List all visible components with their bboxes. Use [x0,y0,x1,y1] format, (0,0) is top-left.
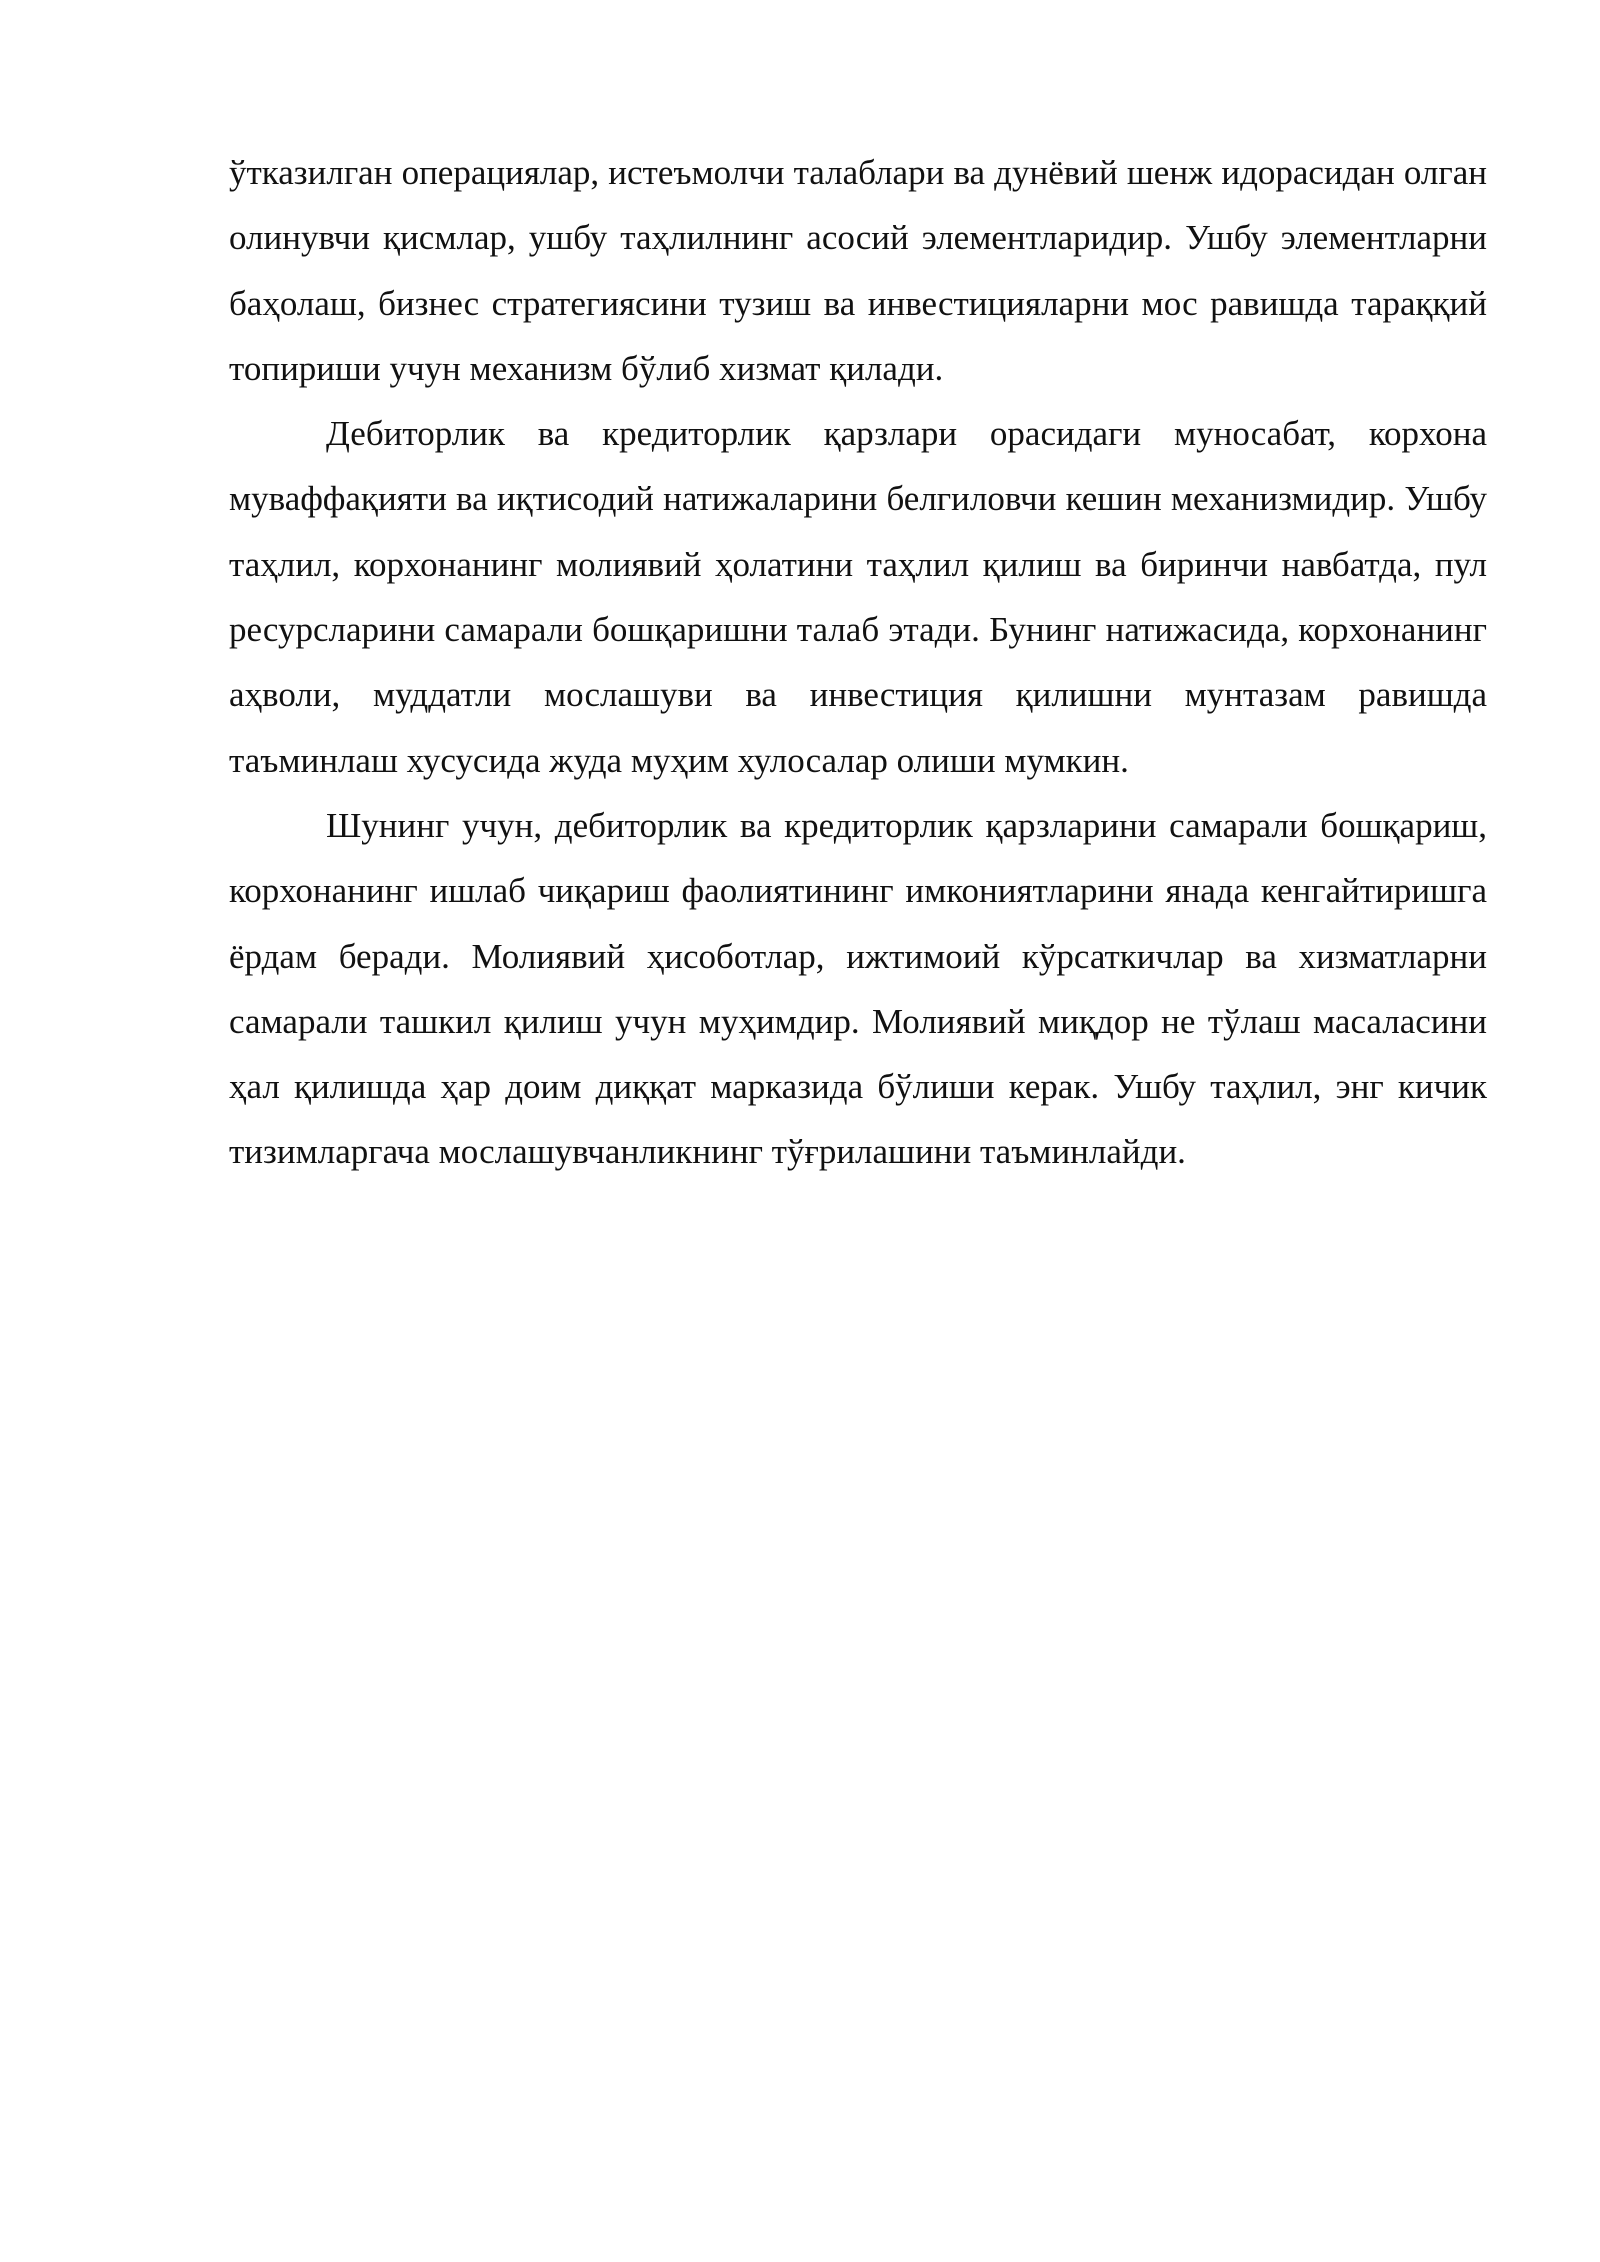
paragraph-3: Шунинг учун, дебиторлик ва кредиторлик қарзларини самарали бошқариш, корхонанинг ишлаб чиқариш фаолиятининг имкониятларини янада кенгайтиришга ёрдам беради. Молиявий ҳисоботлар, ижтимоий кўрсаткичлар ва хизматларни самарали ташкил қилиш учун муҳимдир. Молиявий миқдор не тўлаш масаласини ҳал қилишда ҳар доим диққат марказида бўлиши керак. Ушбу таҳлил, энг кичик тизимларгача мослашувчанликнинг тўғрилашини таъминлайди. [229,805,1487,1172]
paragraph-1: ўтказилган операциялар, истеъмолчи талаблари ва дунёвий шенж идорасидан олган олинувчи қисмлар, ушбу таҳлилнинг асосий элементларидир. Ушбу элементларни баҳолаш, бизнес стратегиясини тузиш ва инвестицияларни мос равишда тараққий топириши учун механизм бўлиб хизмат қилади. [229,153,1487,388]
document-body [229,140,1487,1185]
paragraph-2: Дебиторлик ва кредиторлик қарзлари орасидаги муносабат, корхона муваффақияти ва иқтисодий натижаларини белгиловчи кешин механизмидир. Ушбу таҳлил, корхонанинг молиявий ҳолатини таҳлил қилиш ва биринчи навбатда, пул ресурсларини самарали бошқаришни талаб этади. Бунинг натижасида, корхонанинг аҳволи, муддатли мослашуви ва инвестиция қилишни мунтазам равишда таъминлаш хусусида жуда муҳим хулосалар олиши мумкин. [229,414,1487,780]
